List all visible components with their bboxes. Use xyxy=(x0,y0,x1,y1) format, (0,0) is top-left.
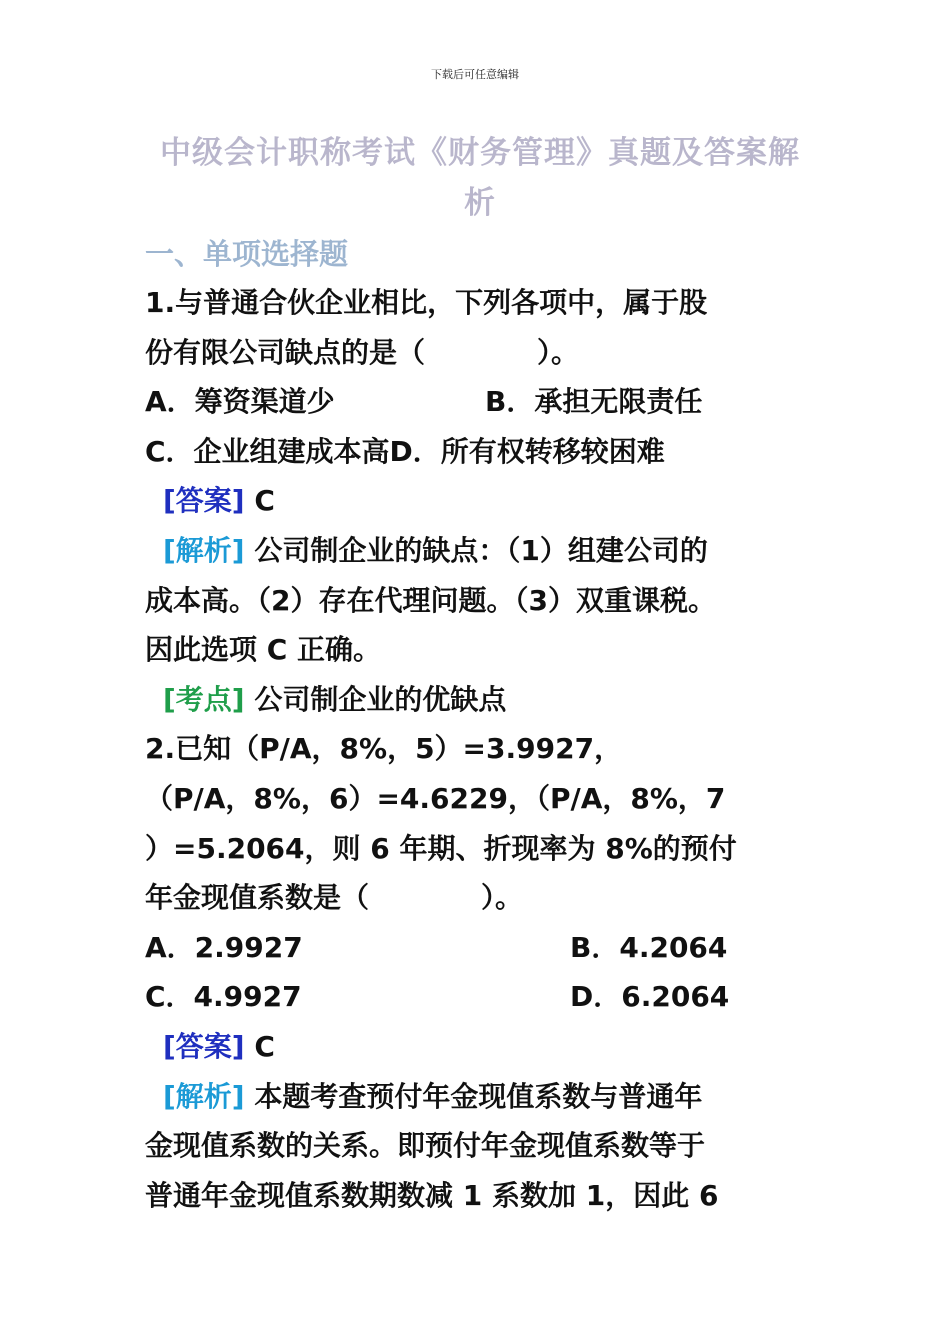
q1-options-row xyxy=(145,377,810,427)
analysis-tag: [解析] xyxy=(163,1079,245,1113)
q1-stem-line: 1.与普通合伙企业相比，下列各项中，属于股 xyxy=(145,286,708,319)
q1-analysis-line: 成本高。（2）存在代理问题。（3）双重课税。 xyxy=(145,583,716,617)
analysis-tag: [解析] xyxy=(163,533,245,567)
answer-value: C xyxy=(254,484,275,518)
q2-option-c: C．4.9927 xyxy=(145,980,302,1014)
analysis-text: 公司制企业的缺点：（1）组建公司的 xyxy=(254,533,708,567)
q1-option-b: B．承担无限责任 xyxy=(485,385,703,419)
q2-stem-line: 年金现值系数是（ ）。 xyxy=(145,881,524,915)
q2-option-d: D．6.2064 xyxy=(570,980,730,1014)
q2-analysis-line xyxy=(145,1072,810,1122)
q2-option-a: A．2.9927 xyxy=(145,930,303,964)
point-tag: [考点] xyxy=(163,682,245,716)
q2-answer xyxy=(145,1022,810,1072)
point-text: 公司制企业的优缺点 xyxy=(254,682,507,716)
document-title: 中级会计职称考试《财务管理》真题及答案解析 xyxy=(160,135,800,221)
q2-stem-line: ）=5.2064，则 6 年期、折现率为 8%的预付 xyxy=(145,831,737,865)
answer-tag: [答案] xyxy=(163,1029,245,1063)
analysis-text: 本题考查预付年金现值系数与普通年 xyxy=(254,1079,703,1113)
q1-options-cd: C．企业组建成本高D．所有权转移较困难 xyxy=(145,434,665,468)
q1-point xyxy=(145,675,810,725)
document-body xyxy=(145,278,810,1220)
answer-tag: [答案] xyxy=(163,484,245,518)
q2-stem-line: （P/A，8%，6）=4.6229，（P/A，8%，7 xyxy=(145,781,726,815)
q2-options-row xyxy=(145,972,810,1022)
q2-options-row xyxy=(145,923,810,973)
q2-analysis-line: 普通年金现值系数期数减 1 系数加 1，因此 6 xyxy=(145,1178,719,1212)
section-heading: 一、单项选择题 xyxy=(145,237,349,271)
q1-analysis-line xyxy=(145,526,810,576)
q2-stem-line: 2.已知（P/A，8%，5）=3.9927， xyxy=(145,732,623,766)
q2-analysis-line: 金现值系数的关系。即预付年金现值系数等于 xyxy=(145,1129,706,1163)
q1-option-a: A．筹资渠道少 xyxy=(145,385,335,419)
q1-analysis-line: 因此选项 C 正确。 xyxy=(145,633,382,667)
answer-value: C xyxy=(254,1029,275,1063)
q2-option-b: B．4.2064 xyxy=(570,930,728,964)
header-note: 下载后可任意编辑 xyxy=(431,68,519,81)
q1-stem-line: 份有限公司缺点的是（ ）。 xyxy=(145,335,580,369)
q1-answer xyxy=(145,476,810,526)
